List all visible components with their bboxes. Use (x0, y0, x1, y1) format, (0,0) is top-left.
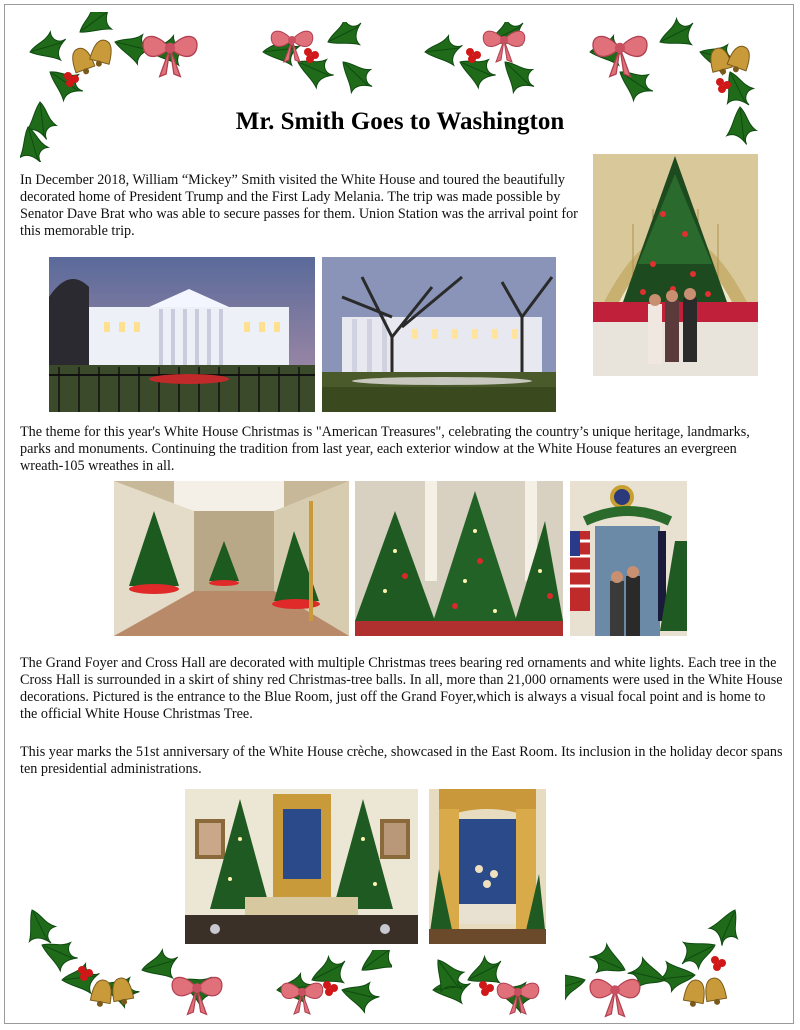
holly-corner-bottom-right (565, 900, 780, 1025)
white-house-south-photo (322, 257, 556, 412)
cross-hall-photo (114, 481, 349, 636)
holly-corner-bottom-left (22, 900, 242, 1025)
white-house-north-photo (49, 257, 315, 412)
holly-bottom-center-left (272, 950, 392, 1020)
page-title: Mr. Smith Goes to Washington (235, 108, 565, 135)
holly-top-center-left (258, 22, 378, 102)
intro-paragraph: In December 2018, William “Mickey” Smith visited the White House and toured the beautifully decorated home of President Trump and the First Lady Melania. The trip was made possible by Senator Dave Brat who was able to secure passes for them. Union Station was the arrival point for this memorable trip. (20, 172, 578, 239)
grand-foyer-trees-photo (355, 481, 563, 636)
creche-closeup-photo (429, 789, 546, 944)
holly-bottom-center-right (428, 950, 548, 1020)
holly-top-center-right (420, 22, 540, 102)
holly-corner-top-left (20, 12, 210, 162)
creche-paragraph: This year marks the 51st anniversary of the White House crèche, showcased in the East Room. Its inclusion in the holiday decor spans ten presidential administrations. (20, 744, 783, 777)
theme-paragraph: The theme for this year's White House Christmas is "American Treasures", celebrating the country’s unique heritage, landmarks, parks and monuments. Continuing the tradition from last year, each exterior window at the White House features an evergreen wreath-105 wreathes in all. (20, 424, 750, 474)
grand-foyer-paragraph: The Grand Foyer and Cross Hall are decorated with multiple Christmas trees bearing red ornaments and white lights. Each tree in the Cross Hall is surrounded in a skirt of shiny red Christmas-tree balls. In all, more than 21,000 ornaments were used in the White House decorations. Pictured is the entrance to the Blue Room, just off the Grand Foyer,which is always a visual focal point and is home to the official White House Christmas Tree. (20, 655, 783, 722)
holly-corner-top-right (580, 12, 780, 162)
union-station-tree-photo (593, 154, 758, 376)
blue-room-entrance-photo (570, 481, 687, 636)
